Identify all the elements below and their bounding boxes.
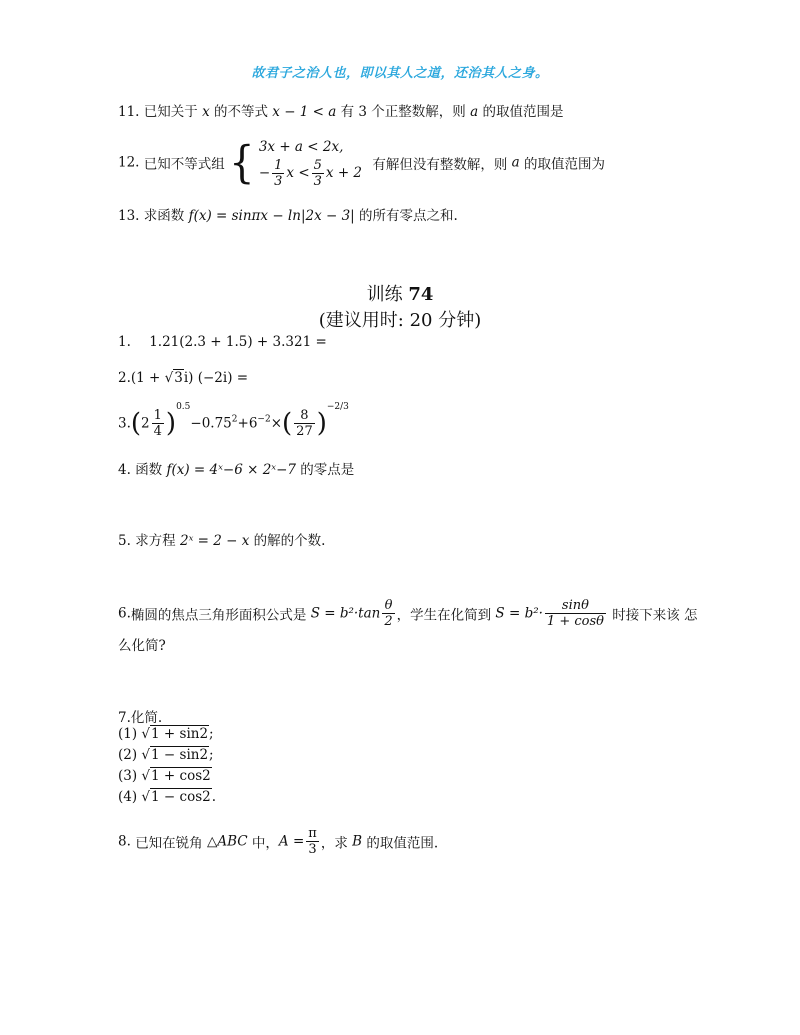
p6-text: ，学生在化简到 bbox=[396, 607, 492, 624]
square-root: √1 + sin2 bbox=[141, 726, 209, 742]
exponent: 2 bbox=[231, 414, 238, 425]
frac-den: 27 bbox=[296, 424, 313, 439]
question-number: 12. bbox=[118, 154, 140, 171]
training-subtitle: (建议用时: 20 分钟) bbox=[318, 310, 482, 331]
training-title-prefix: 训练 bbox=[366, 284, 403, 305]
p3-term: +6 bbox=[237, 415, 258, 432]
p4-text: 函数 bbox=[135, 462, 163, 478]
system-line-2 bbox=[259, 158, 362, 189]
p5-text: 求方程 bbox=[135, 533, 176, 549]
p7-item-3 bbox=[118, 768, 212, 784]
header-motto: 故君子之治人也，即以其人之道，还治其人之身。 bbox=[251, 66, 549, 81]
frac-num: 1 bbox=[153, 408, 162, 423]
frac-num: sinθ bbox=[545, 598, 606, 614]
frac-num: θ bbox=[382, 598, 394, 614]
q11-var: x bbox=[202, 104, 210, 120]
q11-text: 的不等式 bbox=[214, 104, 268, 120]
p2-suffix: i) (−2i) = bbox=[183, 370, 249, 386]
problem-3 bbox=[118, 402, 349, 439]
question-11 bbox=[118, 100, 563, 120]
item-label: (3) bbox=[118, 768, 138, 784]
p8-text: 中， bbox=[251, 835, 279, 852]
q13-expression: f(x) = sinπx − ln|2x − 3| bbox=[188, 208, 355, 224]
square-root: √3 bbox=[164, 370, 183, 386]
problem-number: 8. bbox=[118, 833, 131, 850]
radicand: 1 − cos2 bbox=[151, 789, 211, 805]
p6-continuation: 么化简? bbox=[118, 638, 166, 654]
times-sign: × bbox=[270, 415, 283, 432]
frac-den: 3 bbox=[313, 174, 322, 189]
p8-var: B bbox=[352, 833, 363, 850]
radicand: 1 + sin2 bbox=[151, 726, 209, 742]
mixed-whole: 2 bbox=[141, 415, 150, 432]
square-root: √1 − cos2 bbox=[141, 789, 211, 805]
p1-expression: 1.21(2.3 + 1.5) + 3.321 = bbox=[149, 334, 327, 350]
question-number: 13. bbox=[118, 208, 140, 224]
system-line-1: 3x + a < 2x, bbox=[258, 139, 344, 155]
problem-number: 7. bbox=[118, 710, 131, 726]
p4-text: 的零点是 bbox=[300, 462, 355, 478]
frac-den: 3 bbox=[274, 174, 283, 189]
problem-number: 3. bbox=[118, 415, 131, 432]
square-root: √1 − sin2 bbox=[141, 747, 209, 763]
p8-angle: A = bbox=[278, 833, 305, 850]
item-end: . bbox=[211, 789, 217, 805]
problem-number: 1. bbox=[118, 334, 131, 350]
p6-formula-2: S = b²· bbox=[495, 605, 543, 622]
system-line-2-end: x + 2 bbox=[325, 165, 363, 181]
minus-sign: − bbox=[258, 165, 271, 181]
frac-den: 4 bbox=[153, 424, 162, 439]
p8-text: 的取值范围. bbox=[366, 835, 439, 852]
p7-item-4 bbox=[118, 789, 216, 805]
p8-text: 已知在锐角 bbox=[135, 835, 203, 852]
p4-expression: f(x) = 4ˣ−6 × 2ˣ−7 bbox=[166, 462, 296, 478]
q12-text: 的取值范围为 bbox=[523, 156, 605, 173]
frac-num: 1 bbox=[274, 158, 283, 173]
p5-text: 的解的个数. bbox=[253, 533, 326, 549]
q11-text: 有 3 个正整数解，则 bbox=[340, 104, 466, 120]
question-number: 11. bbox=[118, 104, 140, 120]
question-13 bbox=[118, 204, 458, 224]
problem-2 bbox=[118, 370, 248, 386]
paren-close: ) bbox=[316, 408, 327, 439]
problem-6 bbox=[118, 598, 698, 629]
inequality-system bbox=[259, 136, 362, 189]
p8-text: ，求 bbox=[320, 835, 348, 852]
p2-prefix: (1 + bbox=[130, 370, 165, 386]
q11-inequality: x − 1 < a bbox=[272, 104, 337, 120]
problem-4 bbox=[118, 458, 354, 478]
training-title bbox=[0, 280, 800, 306]
item-end: ; bbox=[209, 726, 214, 742]
p6-formula-1: S = b²·tan bbox=[310, 605, 381, 622]
exponent: −2/3 bbox=[326, 402, 349, 412]
exponent: −2 bbox=[257, 414, 271, 425]
radicand: 3 bbox=[174, 370, 183, 386]
q13-text: 的所有零点之和. bbox=[359, 208, 458, 224]
problem-5 bbox=[118, 529, 325, 549]
q11-var: a bbox=[470, 104, 479, 120]
paren-open: ( bbox=[130, 408, 142, 439]
p7-item-1 bbox=[118, 726, 214, 742]
item-label: (2) bbox=[118, 747, 138, 763]
item-end: ; bbox=[209, 747, 214, 763]
p8-triangle: △ABC bbox=[206, 833, 248, 850]
problem-number: 6. bbox=[118, 605, 131, 622]
frac-num: 8 bbox=[294, 408, 315, 424]
problem-1 bbox=[118, 334, 327, 350]
p6-text: 时接下来该 怎 bbox=[612, 607, 698, 624]
question-12 bbox=[118, 136, 605, 189]
q13-text: 求函数 bbox=[143, 208, 185, 224]
square-root: √1 + cos2 bbox=[141, 768, 211, 784]
system-line-2-mid: x < bbox=[286, 165, 310, 181]
frac-num: 5 bbox=[313, 158, 322, 173]
q12-text: 已知不等式组 bbox=[143, 156, 225, 173]
q11-text: 已知关于 bbox=[143, 104, 198, 120]
p6-text: 椭圆的焦点三角形面积公式是 bbox=[130, 607, 307, 624]
problem-number: 2. bbox=[118, 370, 131, 386]
p7-title: 化简. bbox=[130, 710, 163, 726]
frac-den: 1 + cosθ bbox=[546, 614, 604, 629]
frac-num: π bbox=[308, 826, 317, 841]
radicand: 1 + cos2 bbox=[151, 768, 211, 784]
frac-den: 2 bbox=[384, 614, 393, 629]
q12-var: a bbox=[511, 154, 520, 171]
problem-8 bbox=[118, 826, 438, 857]
p7-item-2 bbox=[118, 747, 214, 763]
system-brace: { bbox=[229, 137, 255, 188]
item-label: (4) bbox=[118, 789, 138, 805]
problem-7 bbox=[118, 706, 162, 726]
training-number: 74 bbox=[408, 284, 434, 305]
exponent: 0.5 bbox=[176, 402, 191, 412]
paren-close: ) bbox=[165, 408, 177, 439]
q11-text: 的取值范围是 bbox=[482, 104, 564, 120]
frac-den: 3 bbox=[308, 842, 317, 857]
radicand: 1 − sin2 bbox=[151, 747, 209, 763]
paren-open: ( bbox=[282, 408, 293, 439]
p3-term: −0.75 bbox=[190, 415, 232, 432]
problem-number: 5. bbox=[118, 533, 131, 549]
problem-number: 4. bbox=[118, 462, 131, 478]
q12-text: 有解但没有整数解，则 bbox=[372, 156, 508, 173]
p5-expression: 2ˣ = 2 − x bbox=[179, 533, 250, 549]
item-label: (1) bbox=[118, 726, 138, 742]
